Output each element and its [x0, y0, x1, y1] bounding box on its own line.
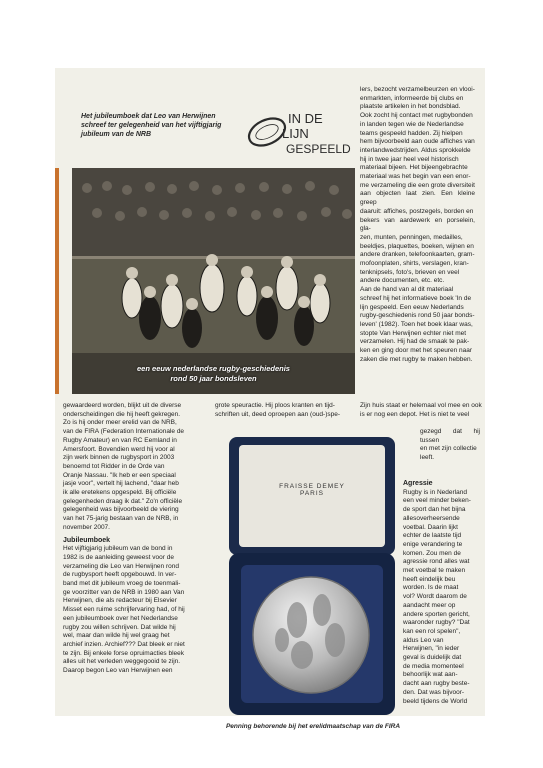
left-column — [63, 402, 213, 676]
right-column-top — [360, 86, 475, 365]
text-line: mofoonplaten, shirts, verslagen, kran- — [360, 260, 469, 268]
text-line: daaruit: affiches, postzegels, borden en — [360, 207, 474, 215]
text-line: echter de laatste tijd — [403, 532, 462, 540]
text-line: een veel minder beken- — [403, 497, 471, 505]
text-line: band met dit jubileum vroeg de toenmali- — [63, 580, 181, 588]
text-line: zen, munten, penningen, medailles, — [360, 233, 463, 241]
text-line: andere sporten gericht, — [403, 610, 470, 618]
text-line: gewaardeerd worden, blijkt uit de diverse — [63, 402, 182, 409]
text-line: Daarop begon Leo van Herwijnen een — [63, 667, 173, 675]
medal-case — [227, 435, 397, 718]
photo-caption — [72, 364, 355, 384]
text-line: geval is duidelijk dat — [403, 654, 462, 662]
text-line: november 2007. — [63, 523, 110, 531]
text-line: Misset een ruime schrijfervaring had, of hij — [63, 606, 185, 614]
medal-case-illustration — [227, 435, 397, 718]
text-line: aan objecten laat zien. Een kleine greep — [360, 190, 475, 207]
medal-maker: FRAISSE DEMEY — [279, 483, 345, 490]
text-line: materiaal was het begin van een enor- — [360, 173, 471, 181]
logo-line-3: GESPEELD — [286, 142, 351, 156]
text-line: gelegenheden draag ik dat." Zo'n officiële — [63, 497, 183, 505]
text-line: schriften uit, deed oproepen aan (oud-)spe- — [215, 410, 341, 418]
text-line: rugby-geschiedenis rond 50 jaar bonds- — [360, 312, 475, 320]
photo-illustration — [72, 168, 355, 394]
medal-city: PARIS — [299, 490, 325, 497]
logo-line-2: LIJN — [282, 126, 309, 141]
text-line: met voetbal te maken — [403, 567, 466, 575]
photo-caption-line-2: rond 50 jaar bondsleven — [170, 374, 257, 383]
text-line: ge voorzitter van de NRB in 1980 aan Van — [63, 588, 185, 596]
text-line: van het 75-jarig bestaan van de NRB, in — [63, 515, 179, 523]
text-line: aandacht meer op — [403, 601, 456, 609]
text-line: in landen tegen wie de Nederlandse — [360, 120, 464, 128]
text-line: voetbal. Daarin lijkt — [403, 523, 458, 531]
text-line: bekers van aardewerk en porselein, gla- — [360, 216, 475, 233]
right-column-bottom — [403, 476, 478, 706]
text-line: Oranje Nassau. "Ik heb er een speciaal — [63, 471, 176, 479]
text-line: grote speuractie. Hij ploos kranten en tijd- — [215, 402, 335, 409]
text-line: dacht aan rugby beste- — [403, 680, 470, 688]
text-line: is er nog een depot. Het is niet te veel — [360, 410, 470, 418]
text-line: de rugbysport heeft opgebouwd. In ver- — [63, 571, 177, 579]
text-line: ken en ging door met het speuren naar — [360, 347, 473, 355]
text-line: leeft. — [420, 454, 435, 462]
text-line: beeldjes, plaquettes, boeken, wijnen en — [360, 242, 474, 250]
text-line: lijn gespeeld. Een eeuw Nederlands — [360, 303, 464, 311]
text-line: worden. Is de maat — [403, 584, 459, 592]
text-line: Het vijftigjarig jubileum van de bond in — [63, 545, 173, 553]
text-line: allesoverheersende — [403, 514, 460, 522]
text-line: hij in twee jaar heel veel historisch — [360, 155, 459, 163]
text-line: stopte Van Herwijnen echter niet met — [360, 329, 467, 337]
medal-lid-text — [227, 483, 397, 497]
text-line: den. Dat was bijvoor- — [403, 688, 465, 696]
text-line: van de FIRA (Federation Internationale de — [63, 428, 185, 436]
text-line: Rugby is in Nederland — [403, 488, 467, 496]
logo-line-1: IN DE — [288, 111, 323, 126]
text-line: beeld tijdens de World — [403, 697, 468, 705]
book-caption: Het jubileumboek dat Leo van Herwijnen schreef ter gelegenheid van het vijftigjarig jubileum van de NRB — [81, 113, 222, 138]
text-line: rugby zou willen schrijven. Dat wilde hij — [63, 623, 176, 631]
text-line: onderscheidingen die hij heeft gekregen. — [63, 410, 181, 418]
text-line: materiaal bijeen. Het bijeengebrachte — [360, 164, 468, 172]
text-line: wel, maar dan wilde hij wel graag het — [63, 632, 170, 640]
text-line: Amersfoort. Bovendien werd hij voor al — [63, 445, 175, 453]
text-line: enmarkten, informeerde bij clubs en — [360, 94, 464, 102]
text-line: gelegenheid was bijvoorbeeld de viering — [63, 506, 179, 514]
text-line: kan een rol spelen", — [403, 627, 461, 635]
text-line: zijn werk binnen de rugbysport in 2003 — [63, 454, 175, 462]
text-line: agressie rond alles wat — [403, 558, 470, 566]
magazine-page — [55, 68, 485, 730]
text-line: hem bijvoorbeeld aan oude affiches van — [360, 138, 475, 146]
text-line: Ook zocht hij contact met rugbybonden — [360, 112, 473, 120]
section-heading-agressie: Agressie — [403, 480, 433, 487]
text-line: interlandwedstrijden. Aldus sprokkelde — [360, 146, 471, 154]
text-line: te zijn. Bij enkele forse opruimacties bleek — [63, 649, 185, 657]
text-line: jasje voor", vertelt hij lachend, "daar heb — [63, 480, 179, 488]
right-column-continuation — [360, 402, 485, 419]
text-line: verzameling die Leo van Herwijnen rond — [63, 562, 179, 570]
text-line: teams gespeeld hadden. Zij hielpen — [360, 129, 463, 137]
text-line: leven' (1982). Toen het boek klaar was, — [360, 320, 473, 328]
text-line: de sport dan het bijna — [403, 506, 466, 514]
text-line: tenknipsels, foto's, brieven en veel — [360, 268, 460, 276]
text-line: gezegd dat hij tussen — [420, 428, 480, 444]
text-line: benoemd tot Ridder in de Orde van — [63, 462, 165, 470]
text-line: Herwijnen, die als redacteur bij Elsevier — [63, 597, 177, 605]
text-line: vol? Wordt daarom de — [403, 593, 467, 601]
text-line: enige verandering te — [403, 540, 463, 548]
medal-caption: Penning behorende bij het erelidmaatschap van de FIRA — [225, 723, 401, 730]
text-line: andere documenten, etc. etc. — [360, 277, 445, 285]
right-column-narrow — [420, 428, 480, 463]
section-heading-jubileumboek: Jubileumboek — [63, 536, 111, 544]
text-line: en met zijn collectie — [420, 445, 477, 453]
text-line: archief inzien. Archief??? Dat bleek er niet — [63, 640, 185, 648]
text-line: zaken die met rugby te maken hebben. — [360, 355, 473, 363]
photo-caption-line-1: een eeuw nederlandse rugby-geschiedenis — [137, 364, 290, 373]
text-line: waaronder rugby? "Dat — [403, 619, 470, 627]
text-line: aldus Leo van — [403, 636, 444, 644]
text-line: Rugby Amateur) en van RC Eemland in — [63, 436, 177, 444]
text-line: komen. Zou men de — [403, 549, 461, 557]
rugby-match-photo — [72, 168, 355, 394]
text-line: andere dranken, telefoonkaarten, gram- — [360, 251, 475, 259]
text-line: behoorlijk wat aan- — [403, 671, 458, 679]
text-line: schreef hij het informatieve boek 'In de — [360, 294, 472, 302]
text-line: een jubileumboek over het Nederlandse — [63, 614, 178, 622]
text-line: alles uit het verleden weggegooid te zijn. — [63, 658, 181, 666]
text-line: plaatste artikelen in het bondsblad. — [360, 103, 461, 111]
text-line: de media momenteel — [403, 662, 464, 670]
text-line: lers, bezocht verzamelbeurzen en vlooi- — [360, 86, 475, 93]
text-line: ik alle eretekens opgespeld. Bij officiële — [63, 489, 177, 497]
in-de-lijn-gespeeld-logo — [240, 108, 355, 156]
text-line: Aan de hand van al dit materiaal — [360, 286, 454, 294]
text-line: Zijn huis staat er helemaal vol mee en ook — [360, 402, 482, 409]
text-line: heeft eindelijk beu — [403, 575, 456, 583]
text-line: verzamelen. Hij had de smaak te pak- — [360, 338, 470, 346]
text-line: 1982 is de aanleiding geweest voor de — [63, 553, 174, 561]
middle-column-top — [215, 402, 355, 419]
text-line: Zo is hij onder meer erelid van de NRB, — [63, 419, 177, 427]
text-line: Herwijnen, "in ieder — [403, 645, 460, 653]
accent-bar — [55, 168, 59, 394]
text-line: me verzameling die een grote diversiteit — [360, 181, 475, 189]
